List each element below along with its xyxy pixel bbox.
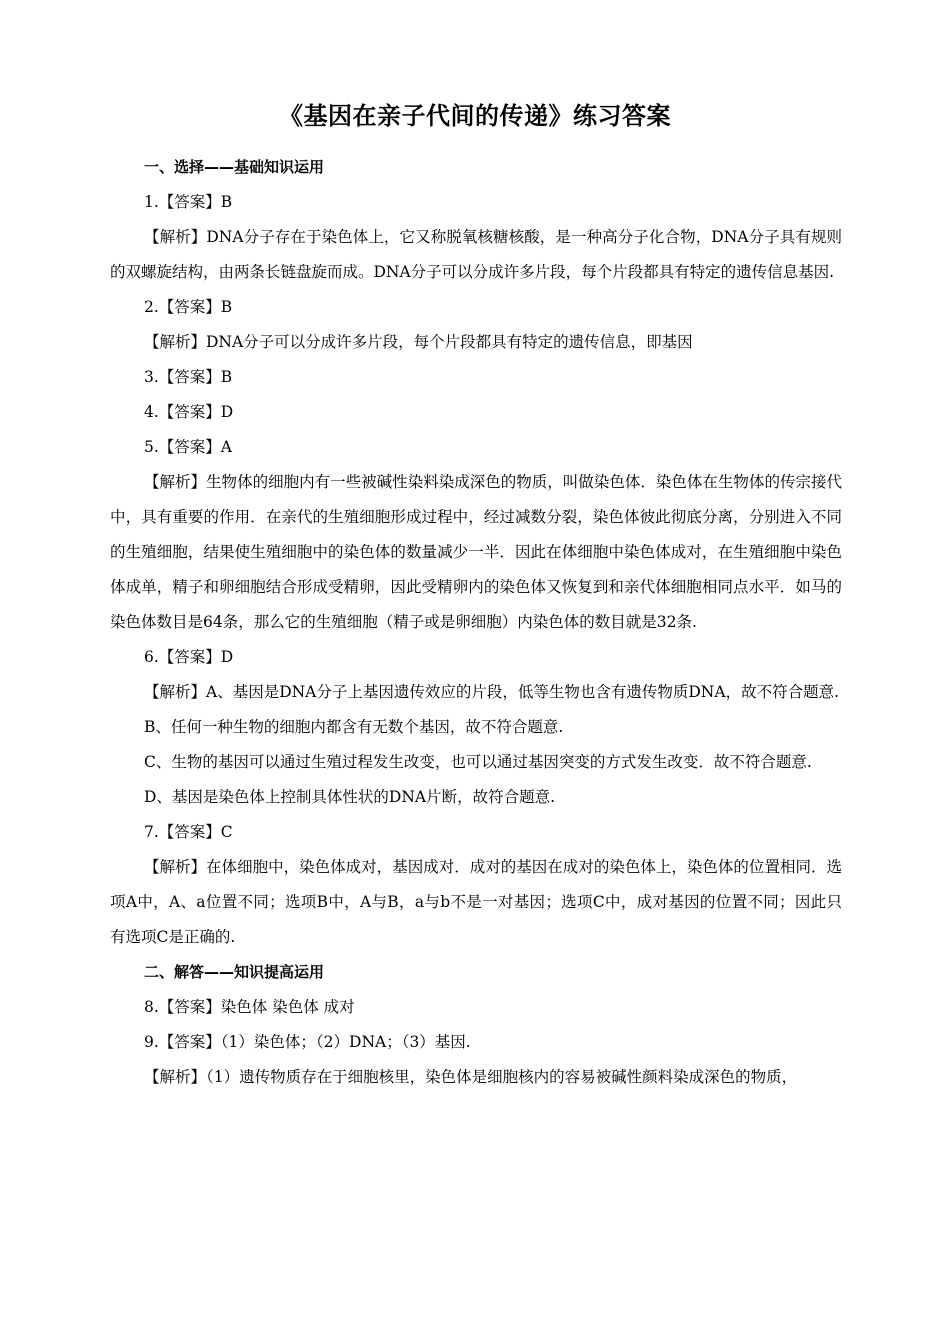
answer-line: 3.【答案】B <box>144 368 233 386</box>
explanation-paragraph: 【解析】A、基因是DNA分子上基因遗传效应的片段，低等生物也含有遗传物质DNA，故不符合题意. <box>144 683 839 701</box>
answer-line: 4.【答案】D <box>144 403 234 421</box>
explanation-paragraph: 【解析】在体细胞中，染色体成对，基因成对．成对的基因在成对的染色体上，染色体的位置相同．选项A中，A、a位置不同；选项B中，A与B，a与b不是一对基因；选项C中，成对基因的位置不同；因此只有选项C是正确的. <box>110 858 842 946</box>
answer-line: 8.【答案】染色体 染色体 成对 <box>144 998 355 1016</box>
explanation-paragraph: B、任何一种生物的细胞内都含有无数个基因，故不符合题意. <box>144 718 564 736</box>
explanation-paragraph: C、生物的基因可以通过生殖过程发生改变，也可以通过基因突变的方式发生改变．故不符合题意. <box>144 753 812 771</box>
answer-line: 2.【答案】B <box>144 298 233 316</box>
section-heading-choice: 一、选择——基础知识运用 <box>144 158 325 176</box>
answer-line: 6.【答案】D <box>144 648 234 666</box>
explanation-paragraph: 【解析】DNA分子可以分成许多片段，每个片段都具有特定的遗传信息，即基因 <box>144 333 693 351</box>
section-heading-answer: 二、解答——知识提高运用 <box>144 963 325 981</box>
explanation-paragraph: 【解析】生物体的细胞内有一些被碱性染料染成深色的物质，叫做染色体．染色体在生物体的传宗接代中，具有重要的作用．在亲代的生殖细胞形成过程中，经过减数分裂，染色体彼此彻底分离，分别进入不同的生殖细胞，结果使生殖细胞中的染色体的数量减少一半．因此在体细胞中染色体成对，在生殖细胞中染色体成单，精子和卵细胞结合形成受精卵，因此受精卵内的染色体又恢复到和亲代体细胞相同点水平．如马的染色体数目是64条，那么它的生殖细胞（精子或是卵细胞）内染色体的数目就是32条. <box>110 473 842 631</box>
answer-line: 9.【答案】（1）染色体；（2）DNA；（3）基因. <box>144 1033 471 1051</box>
explanation-paragraph: 【解析】（1）遗传物质存在于细胞核里，染色体是细胞核内的容易被碱性颜料染成深色的物质， <box>144 1068 798 1086</box>
document-body <box>110 150 842 1095</box>
explanation-paragraph: 【解析】DNA分子存在于染色体上，它又称脱氧核糖核酸，是一种高分子化合物，DNA分子具有规则的双螺旋结构，由两条长链盘旋而成。DNA分子可以分成许多片段，每个片段都具有特定的遗传信息基因. <box>110 228 842 281</box>
explanation-paragraph: D、基因是染色体上控制具体性状的DNA片断，故符合题意. <box>144 788 556 806</box>
document-title: 《基因在亲子代间的传递》练习答案 <box>279 102 671 130</box>
answer-line: 5.【答案】A <box>144 438 232 456</box>
answer-line: 1.【答案】B <box>144 193 233 211</box>
answer-line: 7.【答案】C <box>144 823 233 841</box>
